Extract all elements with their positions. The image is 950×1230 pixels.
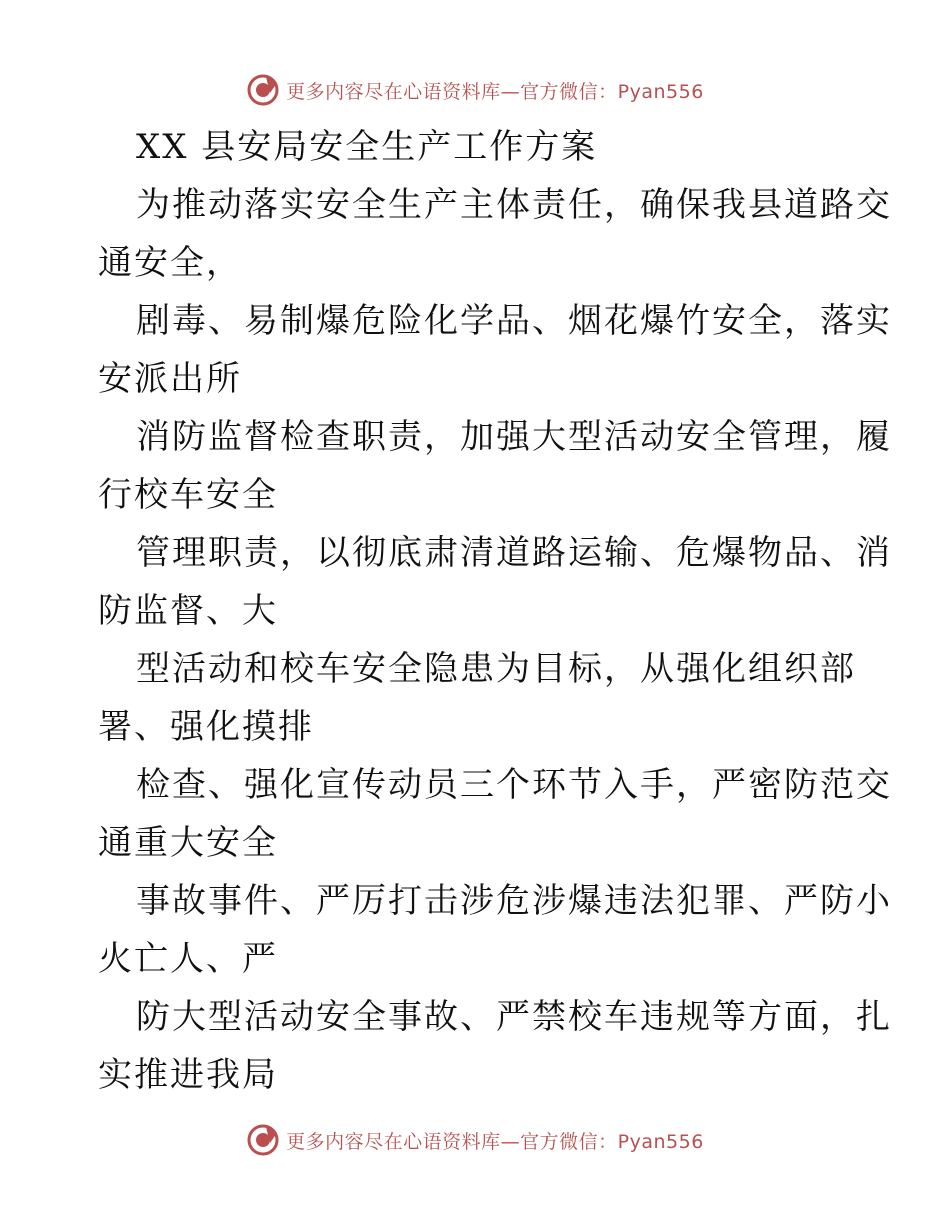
paragraph-line: 防大型活动安全事故、严禁校车违规等方面，扎 (136, 997, 892, 1037)
paragraph-line: 剧毒、易制爆危险化学品、烟花爆竹安全，落实 (136, 301, 892, 341)
paragraph-line: 署、强化摸排 (98, 707, 314, 747)
paragraph-line: 管理职责，以彻底肃清道路运输、危爆物品、消 (136, 533, 892, 573)
pen-logo-icon (246, 1123, 280, 1157)
header-watermark (0, 70, 950, 110)
paragraph-line: 型活动和校车安全隐患为目标，从强化组织部 (136, 649, 856, 689)
paragraph-line: 消防监督检查职责，加强大型活动安全管理，履 (136, 417, 892, 457)
paragraph-line: 通重大安全 (98, 823, 278, 863)
paragraph-line: 防监督、大 (98, 591, 278, 631)
paragraph-line: 实推进我局 (98, 1055, 278, 1095)
pen-logo-icon (246, 73, 280, 107)
document-title: XX 县安局安全生产工作方案 (136, 127, 598, 167)
paragraph-line: 火亡人、严 (98, 939, 278, 979)
document-body (98, 118, 892, 1104)
watermark-text: 更多内容尽在心语资料库—官方微信：Pyan556 (286, 80, 704, 103)
paragraph-line: 通安全， (98, 243, 242, 283)
paragraph-line: 行校车安全 (98, 475, 278, 515)
paragraph-line: 检查、强化宣传动员三个环节入手，严密防范交 (136, 765, 892, 805)
paragraph-line: 为推动落实安全生产主体责任，确保我县道路交 (136, 185, 892, 225)
footer-watermark (0, 1120, 950, 1160)
paragraph-line: 事故事件、严厉打击涉危涉爆违法犯罪、严防小 (136, 881, 892, 921)
watermark-text: 更多内容尽在心语资料库—官方微信：Pyan556 (286, 1130, 704, 1153)
paragraph-line: 安派出所 (98, 359, 242, 399)
